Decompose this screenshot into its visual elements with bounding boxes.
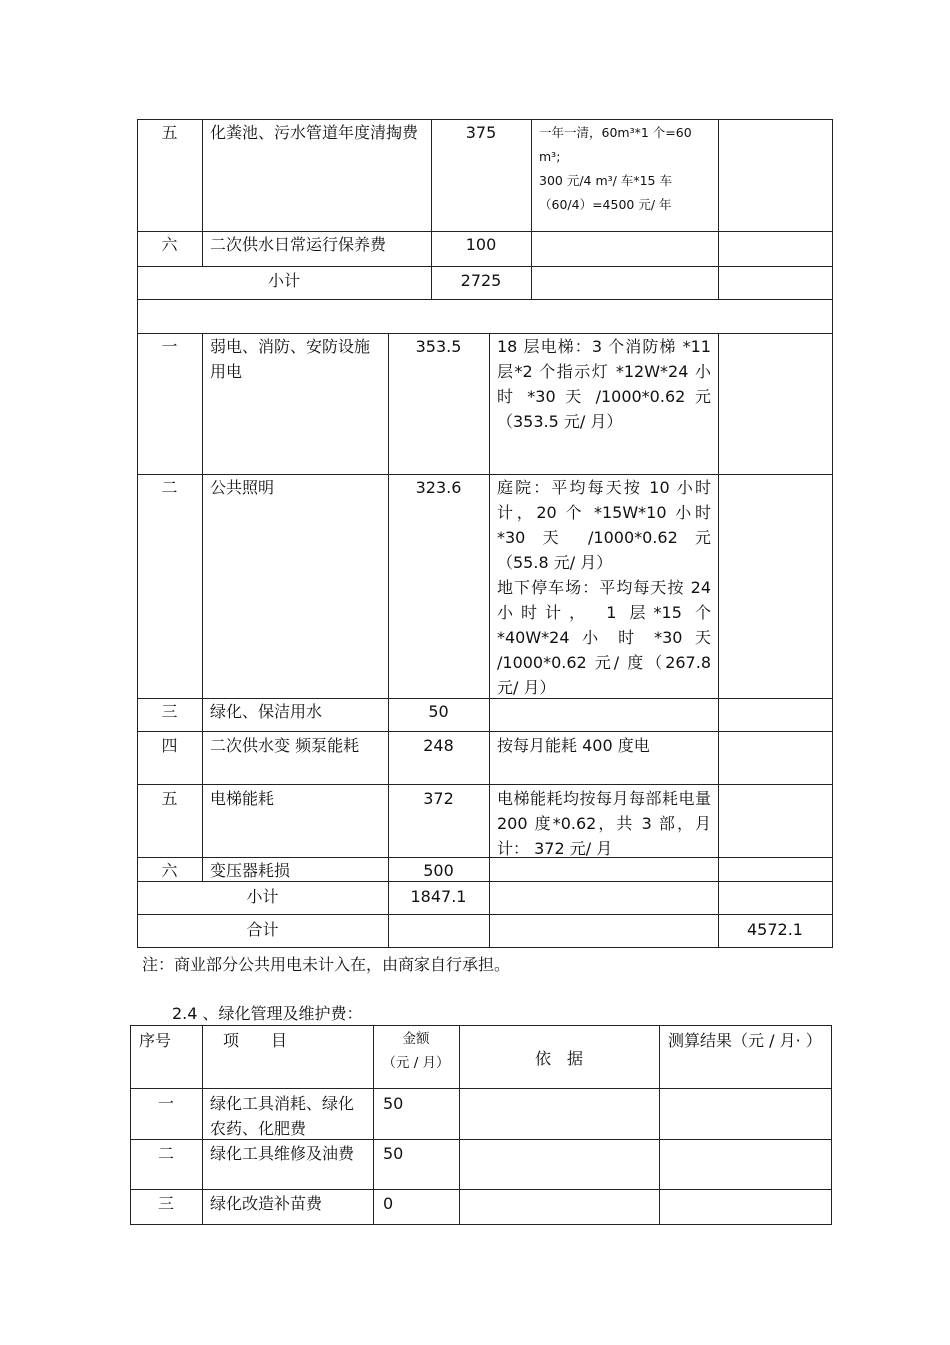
footnote: 注：商业部分公共用电未计入在，由商家自行承担。 (142, 955, 511, 974)
subtotal-label: 小计 (246, 887, 279, 906)
row-number: 五 (161, 123, 178, 142)
basis-cell: 电梯能耗均按每月每部耗电量 200 度*0.62，共 3 部，月计： 372 元/ 月 (497, 789, 717, 858)
basis-cell: 庭院：平均每天按 10 小时计，20 个 *15W*10 小时 *30 天 /1000*0.62 元（55.8 元/ 月） 地下停车场：平均每天按 24 小时计， 1 层*15 个 *40W*24 小 时 *30 天 /1000*0.62 元/ 度（267.8 元/ 月） (497, 478, 711, 697)
amount-cell: 50 (383, 1094, 404, 1113)
subtotal-label: 小计 (267, 271, 300, 290)
item-name: 公共照明 (210, 478, 275, 497)
basis-cell: 18 层电梯：3 个消防梯 *11 层*2 个指示灯 *12W*24 小时 *30 天 /1000*0.62 元（353.5 元/ 月） (497, 337, 717, 431)
amount-cell: 100 (465, 235, 497, 254)
basis-cell: 按每月能耗 400 度电 (497, 736, 650, 755)
basis-cell: 一年一清，60m³*1 个=60 m³; 300 元/4 m³/ 车*15 车（60/4）=4500 元/ 年 (539, 125, 692, 212)
row-number: 四 (161, 736, 178, 755)
row-number: 三 (157, 1194, 174, 1213)
header-amount-unit: （元 / 月） (382, 1055, 450, 1071)
row-number: 五 (161, 789, 178, 808)
subtotal-amount: 1847.1 (410, 887, 467, 906)
total-result: 4572.1 (747, 920, 803, 939)
row-number: 一 (157, 1094, 174, 1113)
header-basis: 依 据 (534, 1049, 583, 1068)
item-name: 绿化改造补苗费 (210, 1194, 323, 1213)
item-name: 绿化、保洁用水 (210, 702, 323, 721)
amount-cell: 353.5 (415, 337, 462, 356)
item-name: 变压器耗损 (210, 861, 291, 880)
row-number: 六 (161, 235, 178, 254)
item-name: 绿化工具维修及油费 (210, 1144, 355, 1163)
amount-cell: 375 (465, 123, 497, 142)
subtotal-amount: 2725 (460, 271, 502, 290)
item-name: 化粪池、污水管道年度清掏费 (210, 123, 419, 142)
row-number: 二 (157, 1144, 174, 1163)
header-number: 序号 (138, 1031, 171, 1050)
amount-cell: 500 (423, 861, 454, 880)
row-number: 六 (161, 861, 178, 880)
row-number: 二 (161, 478, 178, 497)
row-number: 一 (161, 337, 178, 356)
item-name: 弱电、消防、安防设施用电 (210, 337, 371, 381)
total-label: 合计 (246, 920, 279, 939)
amount-cell: 0 (383, 1194, 394, 1213)
amount-cell: 372 (423, 789, 454, 808)
header-amount: 金额 (402, 1031, 430, 1047)
amount-cell: 50 (428, 702, 449, 721)
section-title: 2.4 、绿化管理及维护费： (172, 1004, 363, 1023)
item-name: 电梯能耗 (210, 789, 275, 808)
amount-cell: 50 (383, 1144, 404, 1163)
header-result: 测算结果（元 / 月· ） (668, 1031, 822, 1050)
amount-cell: 248 (423, 736, 454, 755)
amount-cell: 323.6 (415, 478, 462, 497)
item-name: 二次供水日常运行保养费 (210, 235, 387, 254)
header-item: 项 目 (222, 1031, 287, 1050)
item-name: 绿化工具消耗、绿化农药、化肥费 (210, 1094, 355, 1138)
row-number: 三 (161, 702, 178, 721)
item-name: 二次供水变 频泵能耗 (210, 736, 360, 755)
